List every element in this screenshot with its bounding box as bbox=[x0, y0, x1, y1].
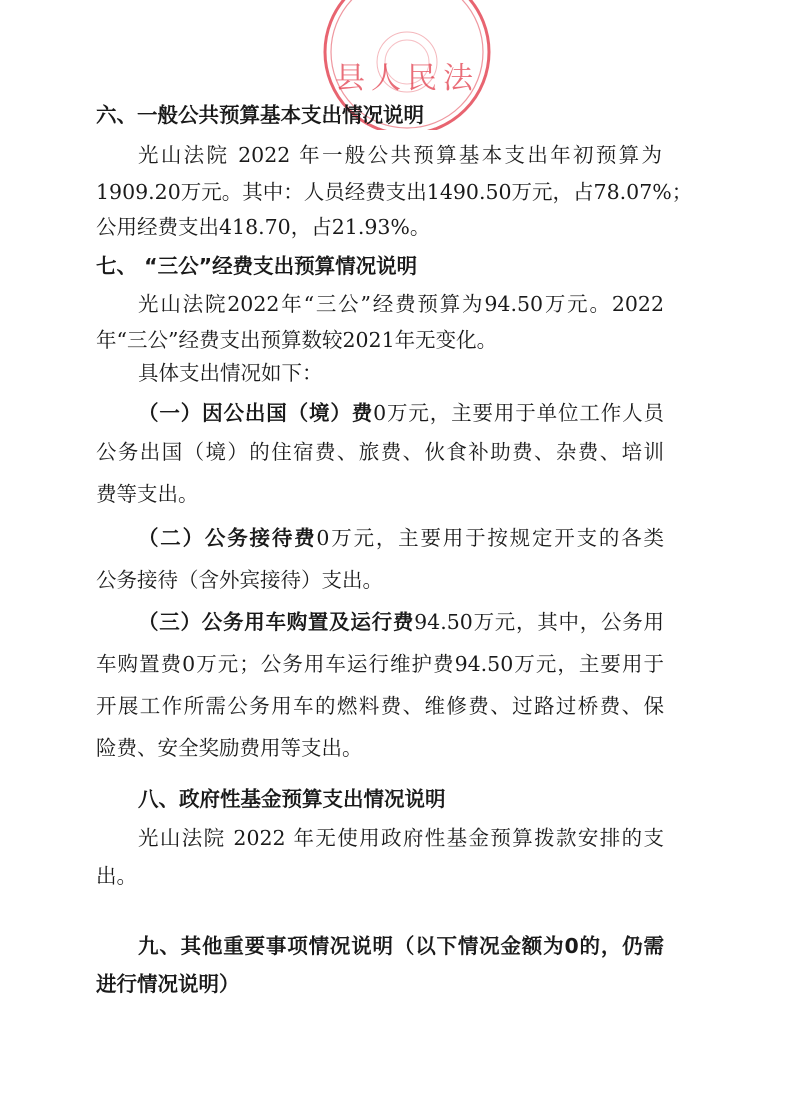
section-9-heading-line-1: 九、其他重要事项情况说明（以下情况金额为0的，仍需 bbox=[138, 934, 664, 958]
section-6-line-3: 公用经费支出418.70，占21.93%。 bbox=[96, 215, 431, 239]
item-1-line-2: 公务出国（境）的住宿费、旅费、伙食补助费、杂费、培训 bbox=[96, 440, 664, 464]
item-2-line-1 bbox=[138, 520, 664, 556]
section-6-line-1: 光山法院 2022 年一般公共预算基本支出年初预算为 bbox=[138, 143, 662, 167]
item-2-text: 0万元，主要用于按规定开支的各类 bbox=[316, 526, 664, 550]
section-7-line-3: 具体支出情况如下： bbox=[138, 361, 323, 385]
item-3-line-1 bbox=[138, 604, 664, 640]
item-3-line-2: 车购置费0万元；公务用车运行维护费94.50万元，主要用于 bbox=[96, 652, 664, 676]
section-6-line-2: 1909.20万元。其中：人员经费支出1490.50万元，占78.07%； bbox=[96, 180, 693, 204]
item-1-line-3: 费等支出。 bbox=[96, 482, 199, 506]
item-1-label: （一）因公出国（境）费 bbox=[138, 401, 374, 425]
item-2-label: （二）公务接待费 bbox=[138, 526, 317, 550]
section-7-line-2: 年“三公”经费支出预算数较2021年无变化。 bbox=[96, 328, 498, 352]
item-3-label: （三）公务用车购置及运行费 bbox=[138, 610, 415, 634]
section-6-heading: 六、一般公共预算基本支出情况说明 bbox=[96, 103, 424, 127]
item-1-line-1 bbox=[138, 395, 664, 431]
item-1-text: 0万元，主要用于单位工作人员 bbox=[373, 401, 665, 425]
section-8-line-1: 光山法院 2022 年无使用政府性基金预算拨款安排的支 bbox=[138, 826, 664, 850]
item-3-line-4: 险费、安全奖励费用等支出。 bbox=[96, 736, 363, 760]
item-3-line-3: 开展工作所需公务用车的燃料费、维修费、过路过桥费、保 bbox=[96, 694, 664, 718]
item-2-line-2: 公务接待（含外宾接待）支出。 bbox=[96, 568, 383, 592]
section-7-heading: 七、 “三公”经费支出预算情况说明 bbox=[96, 254, 418, 278]
section-8-line-2: 出。 bbox=[96, 864, 137, 888]
section-7-line-1: 光山法院2022年“三公”经费预算为94.50万元。2022 bbox=[138, 292, 664, 316]
section-8-heading: 八、政府性基金预算支出情况说明 bbox=[138, 787, 446, 811]
seal-text: 县人民法 bbox=[335, 61, 479, 96]
item-3-text: 94.50万元，其中，公务用 bbox=[414, 610, 665, 634]
section-9-heading-line-2: 进行情况说明） bbox=[96, 972, 240, 996]
